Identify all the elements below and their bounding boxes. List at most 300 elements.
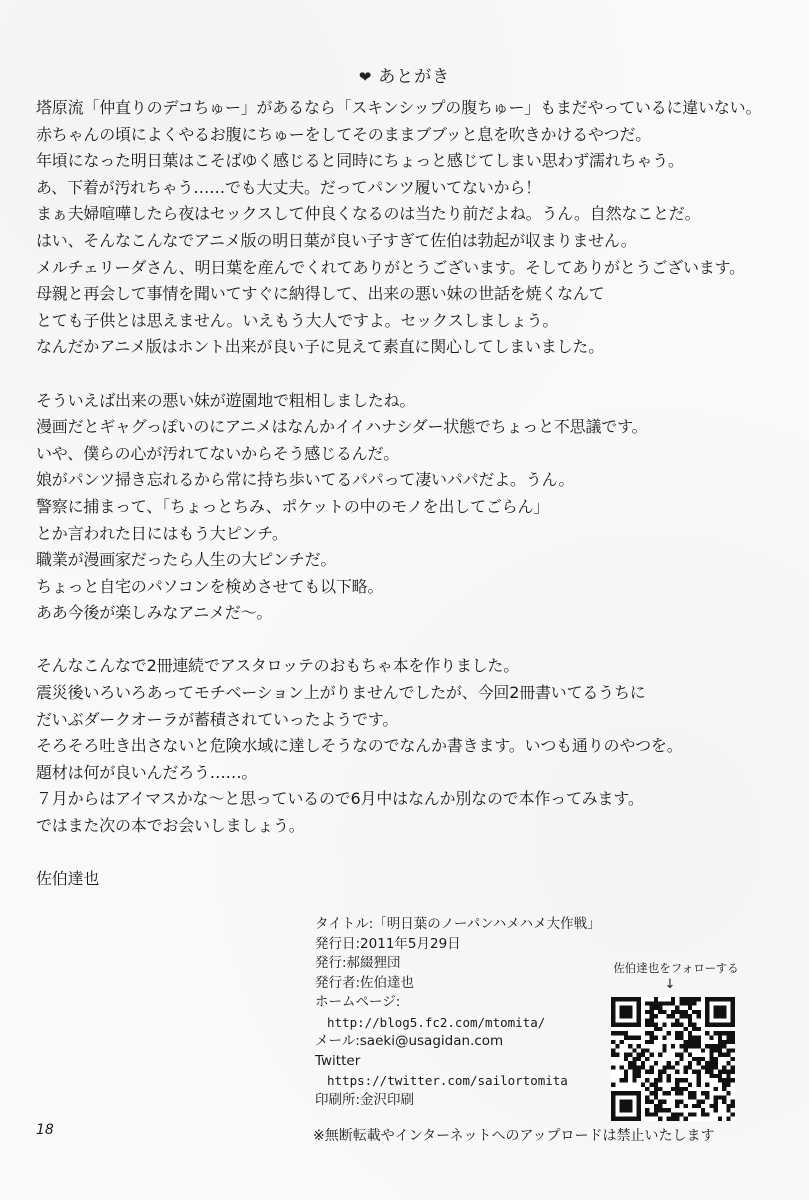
- afterword-line: ちょっと自宅のパソコンを検めさせても以下略。: [36, 576, 384, 596]
- afterword-line: 警察に捕まって、「ちょっとちみ、ポケットの中のモノを出してごらん」: [36, 496, 550, 516]
- qr-module: [675, 1006, 679, 1010]
- qr-module: [615, 1023, 619, 1027]
- qr-module: [731, 1010, 735, 1014]
- qr-module: [726, 1031, 730, 1035]
- down-arrow-icon: ↓: [664, 977, 676, 992]
- qr-module: [731, 1031, 735, 1035]
- afterword-line: そんなこんなで2冊連続でアスタロッテのおもちゃ本を作りました。: [36, 656, 520, 676]
- qr-module: [731, 1035, 735, 1039]
- qr-module: [688, 1044, 692, 1048]
- qr-module: [697, 1035, 701, 1039]
- qr-module: [731, 1065, 735, 1069]
- qr-module: [697, 1100, 701, 1104]
- qr-module: [684, 1078, 688, 1082]
- afterword-line: ああ今後が楽しみなアニメだ～。: [36, 603, 273, 623]
- qr-module: [624, 1108, 628, 1112]
- qr-module: [637, 1044, 641, 1048]
- qr-module: [611, 1083, 615, 1087]
- qr-module: [688, 1053, 692, 1057]
- qr-module: [671, 1065, 675, 1069]
- qr-module: [632, 1065, 636, 1069]
- qr-module: [705, 1083, 709, 1087]
- qr-module: [714, 997, 718, 1001]
- qr-module: [726, 1108, 730, 1112]
- qr-module: [628, 1023, 632, 1027]
- qr-module: [701, 1048, 705, 1052]
- qr-module: [649, 1083, 653, 1087]
- qr-module: [679, 1053, 683, 1057]
- qr-module: [662, 1100, 666, 1104]
- qr-module: [722, 1040, 726, 1044]
- qr-module: [718, 1014, 722, 1018]
- qr-module: [645, 1100, 649, 1104]
- qr-module: [726, 1104, 730, 1108]
- qr-module: [671, 997, 675, 1001]
- qr-module: [697, 1104, 701, 1108]
- qr-module: [637, 1006, 641, 1010]
- qr-module: [649, 1112, 653, 1116]
- qr-module: [611, 1112, 615, 1116]
- qr-module: [718, 1010, 722, 1014]
- qr-module: [731, 1018, 735, 1022]
- qr-module: [726, 1091, 730, 1095]
- afterword-line: とても子供とは思えません。いえもう大人ですよ。セックスしましょう。: [36, 310, 559, 330]
- qr-module: [705, 997, 709, 1001]
- qr-module: [628, 1117, 632, 1121]
- qr-module: [701, 1065, 705, 1069]
- qr-module: [679, 1035, 683, 1039]
- qr-module: [684, 1014, 688, 1018]
- qr-module: [645, 1040, 649, 1044]
- qr-module: [714, 1031, 718, 1035]
- qr-module: [718, 1053, 722, 1057]
- qr-module: [645, 1023, 649, 1027]
- qr-module: [718, 1078, 722, 1082]
- qr-module: [637, 1035, 641, 1039]
- qr-code: [611, 997, 735, 1121]
- qr-module: [641, 1048, 645, 1052]
- qr-module: [632, 1048, 636, 1052]
- qr-module: [637, 1018, 641, 1022]
- afterword-line: 娘がパンツ掃き忘れるから常に持ち歩いてるパパって凄いパパだよ。うん。: [36, 470, 575, 490]
- qr-module: [649, 1091, 653, 1095]
- qr-module: [654, 1078, 658, 1082]
- qr-module: [667, 1117, 671, 1121]
- qr-module: [714, 1023, 718, 1027]
- qr-module: [624, 1074, 628, 1078]
- qr-module: [692, 1057, 696, 1061]
- qr-module: [714, 1010, 718, 1014]
- qr-module: [615, 1044, 619, 1048]
- qr-module: [645, 1001, 649, 1005]
- qr-module: [654, 1023, 658, 1027]
- qr-module: [718, 1048, 722, 1052]
- qr-module: [709, 1048, 713, 1052]
- afterword-line: 漫画だとギャグっぽいのにアニメはなんかイイハナシダー状態でちょっと不思議です。: [36, 417, 648, 437]
- qr-module: [624, 1035, 628, 1039]
- qr-module: [624, 1100, 628, 1104]
- qr-module: [645, 1078, 649, 1082]
- qr-module: [718, 1023, 722, 1027]
- qr-module: [624, 1104, 628, 1108]
- qr-module: [620, 1006, 624, 1010]
- qr-module: [637, 1010, 641, 1014]
- qr-module: [701, 1057, 705, 1061]
- qr-module: [692, 1070, 696, 1074]
- qr-module: [628, 997, 632, 1001]
- qr-module: [654, 1027, 658, 1031]
- qr-module: [654, 1006, 658, 1010]
- qr-module: [637, 1053, 641, 1057]
- qr-module: [679, 1014, 683, 1018]
- qr-module: [620, 1091, 624, 1095]
- qr-module: [662, 1070, 666, 1074]
- qr-module: [624, 1053, 628, 1057]
- colophon-title: タイトル:「明日葉のノーパンハメハメ大作戦」: [315, 916, 601, 932]
- qr-module: [615, 1117, 619, 1121]
- qr-module: [667, 1108, 671, 1112]
- qr-module: [620, 1023, 624, 1027]
- qr-module: [645, 1048, 649, 1052]
- afterword-line: 職業が漫画家だったら人生の大ピンチだ。: [36, 550, 337, 570]
- qr-module: [722, 1083, 726, 1087]
- afterword-title: あとがき: [378, 67, 451, 87]
- qr-module: [658, 1108, 662, 1112]
- qr-module: [632, 997, 636, 1001]
- qr-module: [714, 1061, 718, 1065]
- qr-module: [632, 1023, 636, 1027]
- qr-module: [620, 1010, 624, 1014]
- qr-module: [709, 1057, 713, 1061]
- qr-module: [637, 1057, 641, 1061]
- qr-module: [675, 1035, 679, 1039]
- qr-module: [624, 1091, 628, 1095]
- qr-module: [620, 1117, 624, 1121]
- qr-module: [697, 1057, 701, 1061]
- qr-module: [649, 1018, 653, 1022]
- qr-module: [675, 1087, 679, 1091]
- qr-module: [662, 1044, 666, 1048]
- afterword-line: いや、僕らの心が汚れてないからそう感じるんだ。: [36, 443, 400, 463]
- qr-module: [705, 1031, 709, 1035]
- qr-module: [624, 1014, 628, 1018]
- qr-module: [632, 1091, 636, 1095]
- qr-module: [684, 1087, 688, 1091]
- paragraph-gap: [36, 361, 796, 388]
- qr-module: [645, 1095, 649, 1099]
- qr-module: [684, 1104, 688, 1108]
- afterword-line: 年頃になった明日葉はこそばゆく感じると同時にちょっと感じてしまい思わず濡れちゃう。: [36, 151, 684, 171]
- qr-module: [611, 1108, 615, 1112]
- qr-module: [714, 1048, 718, 1052]
- qr-module: [688, 1065, 692, 1069]
- twitter-link: https://twitter.com/sailortomita: [327, 1073, 568, 1088]
- qr-module: [628, 1108, 632, 1112]
- qr-module: [620, 1100, 624, 1104]
- qr-module: [662, 1091, 666, 1095]
- qr-module: [688, 1112, 692, 1116]
- qr-module: [620, 1031, 624, 1035]
- qr-module: [632, 1035, 636, 1039]
- qr-module: [714, 1074, 718, 1078]
- qr-module: [697, 1010, 701, 1014]
- qr-module: [628, 1065, 632, 1069]
- qr-module: [701, 1091, 705, 1095]
- qr-module: [692, 1044, 696, 1048]
- qr-module: [667, 1065, 671, 1069]
- qr-module: [624, 1031, 628, 1035]
- afterword-line: だいぶダークオーラが蓄積されていったようです。: [36, 709, 399, 729]
- qr-module: [624, 1117, 628, 1121]
- qr-module: [637, 1091, 641, 1095]
- qr-module: [671, 1001, 675, 1005]
- qr-module: [688, 1031, 692, 1035]
- qr-module: [679, 1001, 683, 1005]
- qr-module: [637, 1104, 641, 1108]
- qr-module: [684, 1048, 688, 1052]
- qr-module: [624, 1023, 628, 1027]
- qr-module: [637, 1074, 641, 1078]
- qr-module: [709, 1070, 713, 1074]
- qr-module: [688, 1095, 692, 1099]
- afterword-line: 題材は何が良いんだろう……。: [36, 762, 258, 782]
- qr-module: [684, 997, 688, 1001]
- qr-module: [671, 1010, 675, 1014]
- qr-module: [726, 1083, 730, 1087]
- qr-module: [649, 1040, 653, 1044]
- qr-module: [726, 1048, 730, 1052]
- qr-module: [684, 1065, 688, 1069]
- qr-module: [701, 1100, 705, 1104]
- qr-module: [667, 1074, 671, 1078]
- qr-module: [701, 1108, 705, 1112]
- qr-module: [684, 1117, 688, 1121]
- qr-module: [671, 1023, 675, 1027]
- qr-module: [637, 1112, 641, 1116]
- qr-module: [679, 1087, 683, 1091]
- qr-module: [697, 1061, 701, 1065]
- qr-module: [697, 1074, 701, 1078]
- qr-module: [731, 1078, 735, 1082]
- qr-module: [645, 1018, 649, 1022]
- qr-module: [679, 1091, 683, 1095]
- qr-module: [645, 1070, 649, 1074]
- qr-module: [628, 1044, 632, 1048]
- qr-module: [705, 1070, 709, 1074]
- qr-module: [709, 1065, 713, 1069]
- qr-module: [658, 1027, 662, 1031]
- qr-module: [718, 997, 722, 1001]
- qr-module: [692, 1027, 696, 1031]
- qr-module: [705, 1065, 709, 1069]
- qr-module: [649, 1023, 653, 1027]
- qr-module: [684, 1027, 688, 1031]
- qr-module: [611, 1104, 615, 1108]
- qr-module: [675, 1078, 679, 1082]
- qr-module: [654, 1001, 658, 1005]
- qr-module: [654, 1112, 658, 1116]
- qr-module: [632, 1061, 636, 1065]
- qr-module: [624, 997, 628, 1001]
- homepage-link: http://blog5.fc2.com/mtomita/: [327, 1014, 546, 1030]
- qr-module: [649, 1053, 653, 1057]
- afterword-line: はい、そんなこんなでアニメ版の明日葉が良い子すぎて佐伯は勃起が収まりません。: [36, 230, 637, 250]
- qr-module: [675, 1100, 679, 1104]
- afterword-line: 赤ちゃんの頃によくやるお腹にちゅーをしてそのままブブッと息を吹きかけるやつだ。: [36, 124, 652, 144]
- colophon-date: 発行日:2011年5月29日: [315, 935, 461, 952]
- qr-module: [658, 1006, 662, 1010]
- qr-module: [649, 1001, 653, 1005]
- colophon-mail: メール:saeki@usagidan.com: [315, 1033, 504, 1049]
- qr-module: [714, 1006, 718, 1010]
- qr-module: [714, 1108, 718, 1112]
- qr-module: [658, 1001, 662, 1005]
- qr-module: [611, 1023, 615, 1027]
- qr-module: [637, 1023, 641, 1027]
- qr-module: [615, 1091, 619, 1095]
- qr-module: [692, 1040, 696, 1044]
- qr-module: [611, 1117, 615, 1121]
- qr-module: [658, 1074, 662, 1078]
- qr-module: [731, 1057, 735, 1061]
- qr-module: [624, 1057, 628, 1061]
- qr-module: [731, 1112, 735, 1116]
- qr-module: [726, 1061, 730, 1065]
- qr-module: [649, 1031, 653, 1035]
- qr-module: [722, 1014, 726, 1018]
- qr-module: [611, 1053, 615, 1057]
- qr-module: [667, 1014, 671, 1018]
- qr-module: [705, 1010, 709, 1014]
- qr-module: [718, 1040, 722, 1044]
- afterword-line: ではまた次の本でお会いしましょう。: [36, 816, 305, 836]
- qr-module: [684, 1010, 688, 1014]
- qr-module: [697, 1027, 701, 1031]
- qr-module: [667, 1061, 671, 1065]
- qr-module: [662, 1108, 666, 1112]
- qr-module: [692, 1035, 696, 1039]
- qr-module: [731, 1100, 735, 1104]
- qr-module: [654, 997, 658, 1001]
- qr-module: [709, 1044, 713, 1048]
- qr-module: [641, 1083, 645, 1087]
- qr-module: [688, 1091, 692, 1095]
- qr-module: [714, 1104, 718, 1108]
- qr-module: [628, 1100, 632, 1104]
- qr-module: [620, 1078, 624, 1082]
- qr-module: [654, 1014, 658, 1018]
- qr-module: [667, 1078, 671, 1082]
- qr-module: [705, 1095, 709, 1099]
- qr-module: [726, 997, 730, 1001]
- qr-module: [731, 997, 735, 1001]
- qr-module: [628, 1010, 632, 1014]
- qr-module: [705, 1001, 709, 1005]
- qr-module: [628, 1053, 632, 1057]
- qr-module: [726, 1078, 730, 1082]
- qr-module: [709, 1053, 713, 1057]
- qr-module: [671, 1087, 675, 1091]
- qr-module: [692, 1023, 696, 1027]
- qr-module: [726, 1035, 730, 1039]
- qr-module: [620, 1104, 624, 1108]
- qr-module: [692, 1104, 696, 1108]
- qr-module: [692, 1001, 696, 1005]
- qr-module: [675, 1117, 679, 1121]
- qr-module: [611, 1065, 615, 1069]
- qr-module: [645, 1087, 649, 1091]
- qr-module: [637, 1095, 641, 1099]
- qr-module: [637, 1100, 641, 1104]
- qr-module: [679, 1100, 683, 1104]
- colophon-printer: 印刷所:金沢印刷: [315, 1091, 415, 1108]
- qr-module: [632, 1117, 636, 1121]
- afterword-line: あ、下着が汚れちゃう……でも大丈夫。だってパンツ履いてないから！: [36, 177, 541, 197]
- afterword-heading: [0, 62, 809, 87]
- qr-module: [611, 1018, 615, 1022]
- qr-module: [718, 1070, 722, 1074]
- qr-module: [688, 1040, 692, 1044]
- qr-module: [654, 1108, 658, 1112]
- qr-module: [722, 1070, 726, 1074]
- qr-module: [624, 1010, 628, 1014]
- qr-module: [628, 1104, 632, 1108]
- qr-module: [697, 1070, 701, 1074]
- qr-module: [722, 1078, 726, 1082]
- afterword-line: 母親と再会して事情を聞いてすぐに納得して、出来の悪い妹の世話を焼くなんて: [36, 284, 605, 304]
- qr-module: [718, 1095, 722, 1099]
- qr-module: [611, 1100, 615, 1104]
- qr-module: [637, 1117, 641, 1121]
- qr-module: [611, 1048, 615, 1052]
- qr-module: [688, 1061, 692, 1065]
- qr-module: [679, 1078, 683, 1082]
- qr-module: [645, 1031, 649, 1035]
- qr-module: [637, 1014, 641, 1018]
- afterword-line: そろそろ吐き出さないと危険水域に達しそうなのでなんか書きます。いつも通りのやつを。: [36, 736, 683, 756]
- qr-module: [615, 997, 619, 1001]
- qr-module: [679, 1031, 683, 1035]
- qr-module: [688, 1018, 692, 1022]
- qr-module: [675, 1083, 679, 1087]
- heart-icon: ❤: [358, 68, 373, 86]
- qr-module: [611, 1010, 615, 1014]
- qr-module: [667, 1091, 671, 1095]
- qr-module: [632, 1070, 636, 1074]
- qr-module: [658, 1053, 662, 1057]
- qr-caption: 佐伯達也をフォローする: [613, 961, 739, 975]
- qr-module: [697, 1014, 701, 1018]
- qr-module: [645, 1108, 649, 1112]
- qr-module: [675, 1104, 679, 1108]
- qr-module: [718, 1035, 722, 1039]
- author-signature: 佐伯達也: [36, 869, 100, 889]
- qr-module: [714, 1100, 718, 1104]
- qr-module: [637, 997, 641, 1001]
- qr-module: [611, 1031, 615, 1035]
- qr-module: [641, 1065, 645, 1069]
- qr-module: [684, 1070, 688, 1074]
- qr-module: [697, 1040, 701, 1044]
- qr-module: [611, 1095, 615, 1099]
- qr-module: [731, 1014, 735, 1018]
- qr-module: [679, 1057, 683, 1061]
- qr-module: [688, 1035, 692, 1039]
- afterword-line: ７月からはアイマスかな～と思っているので6月中はなんか別なので本作ってみます。: [36, 789, 644, 809]
- qr-module: [641, 1053, 645, 1057]
- qr-module: [718, 1031, 722, 1035]
- qr-module: [658, 1104, 662, 1108]
